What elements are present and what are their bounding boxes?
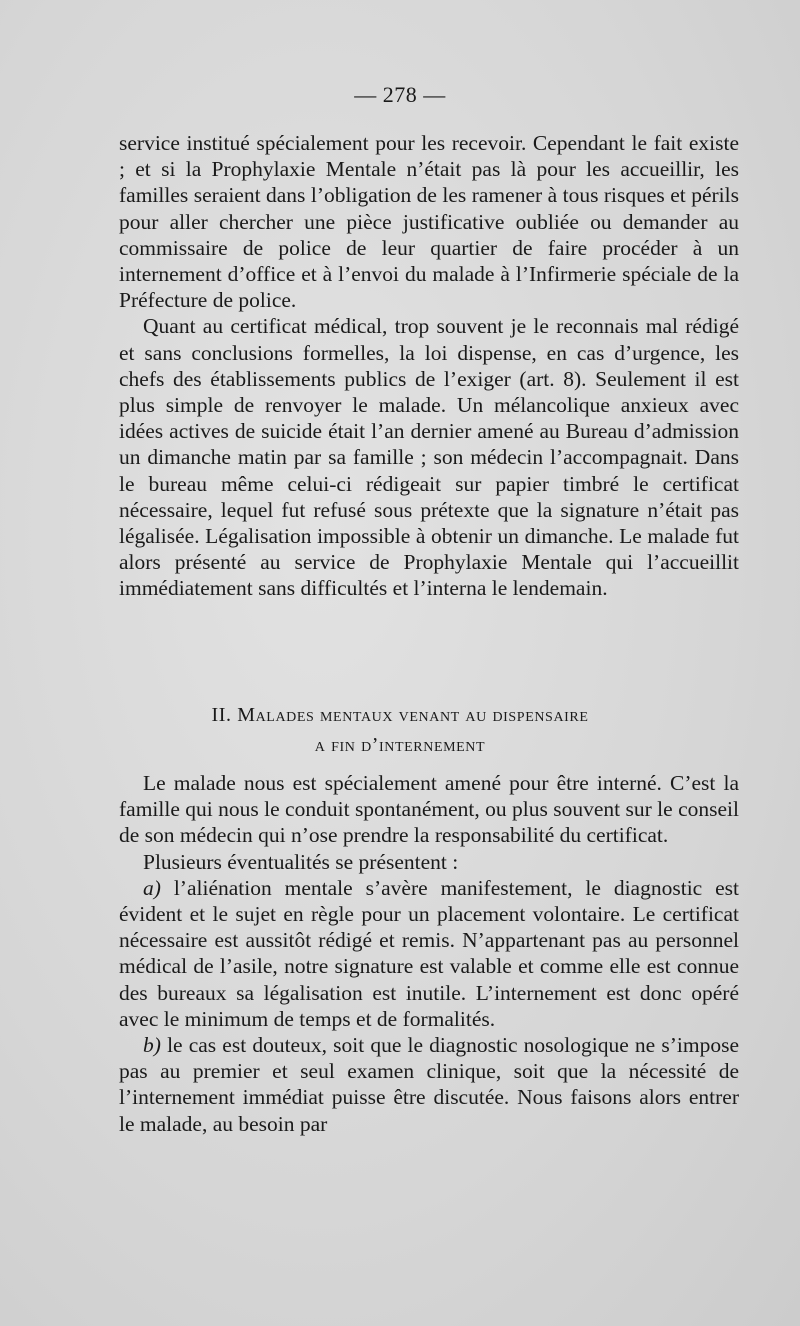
section-heading-line-2: a fin d’internement: [314, 734, 486, 756]
list-item-b: [119, 1032, 739, 1137]
list-item-text: l’aliénation mentale s’avère manifestement, le diagnostic est évident et le sujet en règle pour un placement volontaire. Le certificat nécessaire est aussitôt rédigé et remis. N’appartenant pas au personnel médical de l’asile, notre signature est valable et comme elle est connue des bureaux sa légalisation est inutile. L’internement est donc opéré avec le minimum de temps et de formalités.: [119, 875, 739, 1031]
section-1-body: [119, 130, 739, 602]
list-marker: b): [143, 1033, 161, 1058]
section-heading-line-1: II. Malades mentaux venant au dispensaire: [211, 704, 589, 726]
paragraph: Quant au certificat médical, trop souvent je le reconnais mal rédigé et sans conclusions formelles, la loi dispense, en cas d’urgence, les chefs des établissements publics de l’exiger (art. 8). Seulement il est plus simple de renvoyer le malade. Un mélancolique anxieux avec idées actives de suicide était l’an dernier amené au Bureau d’admission un dimanche matin par sa famille ; son médecin l’accompagnait. Dans le bureau même celui-ci rédigeait sur papier timbré le certificat nécessaire, lequel fut refusé sous prétexte que la signature n’était pas légalisée. Légalisation impossible à obtenir un dimanche. Le malade fut alors présenté au service de Prophylaxie Mentale qui l’accueillit immédiatement sans difficultés et l’interna le lendemain.: [119, 314, 739, 601]
paragraph: Plusieurs éventualités se présentent :: [143, 849, 459, 874]
paragraph: Le malade nous est spécialement amené pour être interné. C’est la famille qui nous le conduit spontanément, ou plus souvent sur le conseil de son médecin qui n’ose prendre la responsabilité du certificat.: [119, 771, 739, 848]
section-2-body: [119, 770, 739, 1137]
paragraph: service institué spécialement pour les recevoir. Cependant le fait existe ; et si la Prophylaxie Mentale n’était pas là pour les accueillir, les familles seraient dans l’obligation de les ramener à tous risques et périls pour aller chercher une pièce justificative oubliée ou demander au commissaire de police de leur quartier de faire procéder à un internement d’office et à l’envoi du malade à l’Infirmerie spéciale de la Préfecture de police.: [119, 131, 739, 313]
list-item-a: [119, 875, 739, 1032]
page-number: — 278 —: [354, 82, 446, 107]
list-item-text: le cas est douteux, soit que le diagnostic nosologique ne s’impose pas au premier et seul examen clinique, soit que la nécessité de l’internement immédiat puisse être discutée. Nous faisons alors entrer le malade, au besoin par: [119, 1033, 739, 1136]
list-marker: a): [143, 875, 161, 900]
section-heading: [0, 700, 800, 760]
